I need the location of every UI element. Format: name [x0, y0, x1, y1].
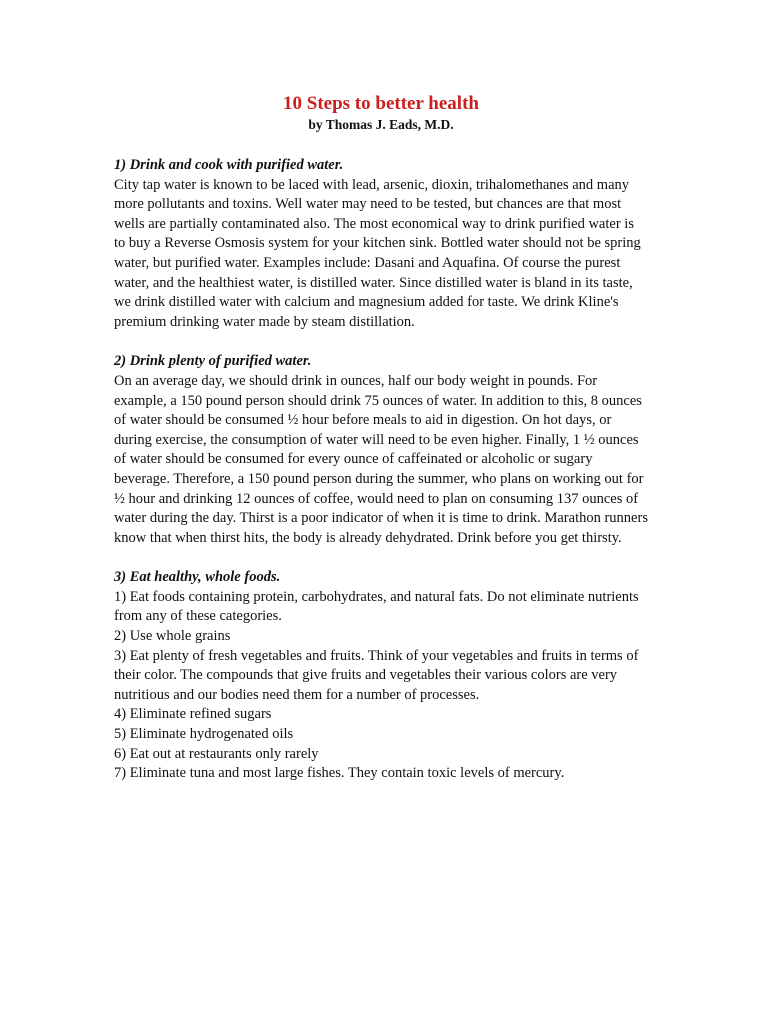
section-heading: 2) Drink plenty of purified water. [114, 353, 312, 370]
section-2 [114, 352, 648, 548]
list-item: 7) Eliminate tuna and most large fishes. They contain toxic levels of mercury. [114, 765, 565, 782]
list-item: 3) Eat plenty of fresh vegetables and fruits. Think of your vegetables and fruits in terms of their color. The compounds that give fruits and vegetables their various colors are very nutritious and our bodies need them for a number of processes. [114, 647, 639, 703]
list-item: 1) Eat foods containing protein, carbohydrates, and natural fats. Do not eliminate nutrients from any of these categories. [114, 588, 639, 625]
section-heading: 1) Drink and cook with purified water. [114, 157, 344, 173]
section-body: On an average day, we should drink in ounces, half our body weight in pounds. For example, a 150 pound person should drink 75 ounces of water. In addition to this, 8 ounces of water should be consumed ½ hour before meals to aid in digestion. On hot days, or during exercise, the consumption of water will need to be even higher. Finally, 1 ½ ounces of water should be consumed for every ounce of caffeinated or alcoholic or sugary beverage. Therefore, a 150 pound person during the summer, who plans on working out for ½ hour and drinking 12 ounces of coffee, would need to plan on consuming 137 ounces of water during the day. Thirst is a poor indicator of when it is time to drink. Marathon runners know that when thirst hits, the body is already dehydrated. Drink before you get thirsty. [114, 372, 648, 546]
document-byline: by Thomas J. Eads, M.D. [308, 117, 454, 132]
list-item: 4) Eliminate refined sugars [114, 706, 272, 723]
list-item: 6) Eat out at restaurants only rarely [114, 745, 319, 762]
list-item: 5) Eliminate hydrogenated oils [114, 726, 294, 743]
section-body: City tap water is known to be laced with lead, arsenic, dioxin, trihalomethanes and many more pollutants and toxins. Well water may need to be tested, but chances are that most wells are partially contaminated also. The most economical way to drink purified water is to buy a Reverse Osmosis system for your kitchen sink. Bottled water should not be spring water, but purified water. Examples include: Dasani and Aquafina. Of course the purest water, and the healthiest water, is distilled water. Since distilled water is bland in its taste, we drink distilled water with calcium and magnesium added for taste. We drink Kline's premium drinking water made by steam distillation. [114, 176, 641, 330]
section-heading: 3) Eat healthy, whole foods. [114, 569, 281, 586]
section-3 [114, 568, 648, 784]
document-title: 10 Steps to better health [283, 93, 479, 114]
list-item: 2) Use whole grains [114, 628, 231, 645]
section-1 [114, 156, 648, 332]
